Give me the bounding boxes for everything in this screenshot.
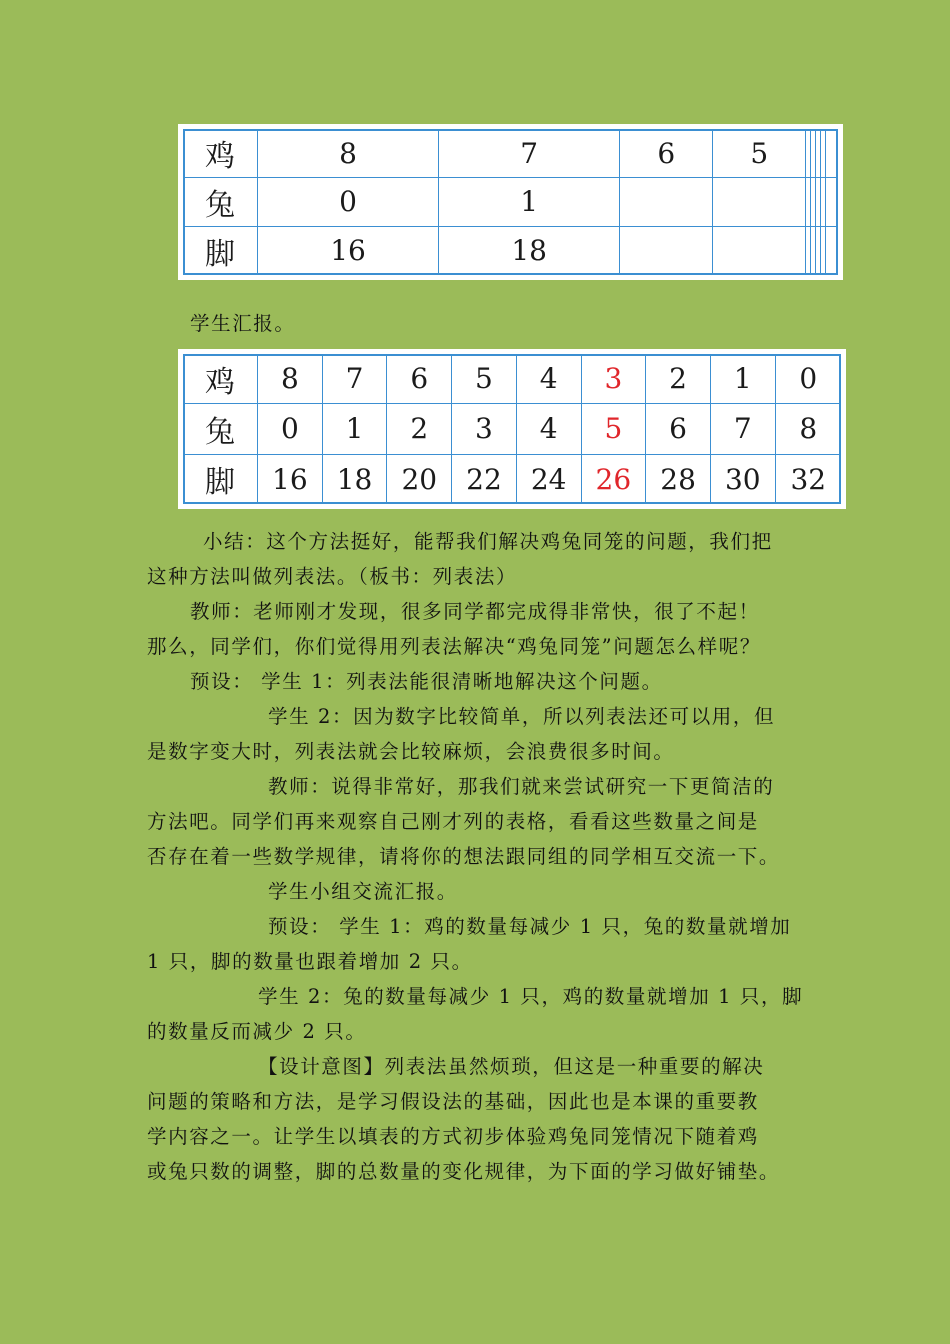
table-cell: 24 [516, 454, 581, 506]
table-cell: 3 [581, 352, 646, 404]
text-line: 的数量反而减少 2 只。 [147, 1020, 367, 1043]
table-cell: 18 [439, 226, 620, 277]
feet-row [181, 226, 841, 277]
table-cell: 1 [439, 178, 620, 227]
table-cell: 18 [322, 454, 387, 506]
text-line: 否存在着一些数学规律，请将你的想法跟同组的同学相互交流一下。 [147, 845, 781, 868]
table-cell: 16 [258, 454, 323, 506]
table-cell: 8 [258, 127, 439, 178]
table-cell: 20 [387, 454, 452, 506]
table-cell [620, 178, 713, 227]
chicken-rabbit-table-filled [178, 349, 846, 509]
chicken-rabbit-table-blank [178, 124, 843, 280]
text-line: 学生小组交流汇报。 [268, 880, 458, 903]
table-cell [713, 226, 806, 277]
table-cell: 30 [710, 454, 775, 506]
table-cell [713, 178, 806, 227]
table-cell: 7 [322, 352, 387, 404]
rabbit-row [181, 178, 841, 227]
table-cell: 0 [775, 352, 843, 404]
table-cell: 3 [452, 404, 517, 454]
table-cell: 7 [710, 404, 775, 454]
table-cell: 16 [258, 226, 439, 277]
text-line: 学生 2：因为数字比较简单，所以列表法还可以用，但 [268, 705, 776, 728]
text-line: 学内容之一。让学生以填表的方式初步体验鸡兔同笼情况下随着鸡 [147, 1125, 759, 1148]
table-cell: 2 [387, 404, 452, 454]
chicken-row [181, 127, 841, 178]
table-cell: 2 [646, 352, 711, 404]
row-label: 脚 [181, 226, 258, 277]
text-line: 小结：这个方法挺好，能帮我们解决鸡兔同笼的问题，我们把 [203, 530, 773, 553]
table-cell: 5 [452, 352, 517, 404]
text-line: 这种方法叫做列表法。（板书：列表法） [147, 565, 518, 588]
rabbit-row [181, 404, 844, 454]
text-line: 预设： 学生 1：列表法能很清晰地解决这个问题。 [190, 670, 663, 693]
text-line: 预设： 学生 1：鸡的数量每减少 1 只，兔的数量就增加 [268, 915, 792, 938]
table-cell: 1 [710, 352, 775, 404]
table-cell: 6 [620, 127, 713, 178]
table-cell: 5 [581, 404, 646, 454]
text-line: 学生 2：兔的数量每减少 1 只，鸡的数量就增加 1 只，脚 [258, 985, 804, 1008]
table-cell: 6 [646, 404, 711, 454]
table-cell: 6 [387, 352, 452, 404]
text-line: 问题的策略和方法，是学习假设法的基础，因此也是本课的重要教 [147, 1090, 759, 1113]
table-cell [620, 226, 713, 277]
text-line: 教师：老师刚才发现，很多同学都完成得非常快，很了不起！ [190, 600, 760, 623]
row-label: 脚 [181, 454, 258, 506]
text-line: 是数字变大时，列表法就会比较麻烦，会浪费很多时间。 [147, 740, 675, 763]
table-cell: 0 [258, 178, 439, 227]
table-cell [826, 226, 841, 277]
caption-student-report: 学生汇报。 [190, 312, 296, 335]
table-cell [826, 178, 841, 227]
row-label: 鸡 [181, 127, 258, 178]
table-cell: 5 [713, 127, 806, 178]
table-cell: 0 [258, 404, 323, 454]
table-cell: 7 [439, 127, 620, 178]
text-line: 方法吧。同学们再来观察自己刚才列的表格，看看这些数量之间是 [147, 810, 759, 833]
text-line: 教师：说得非常好，那我们就来尝试研究一下更简洁的 [268, 775, 775, 798]
table-cell: 32 [775, 454, 843, 506]
table-cell: 22 [452, 454, 517, 506]
feet-row [181, 454, 844, 506]
table-cell: 1 [322, 404, 387, 454]
table-cell: 28 [646, 454, 711, 506]
table-cell: 8 [775, 404, 843, 454]
table-cell: 26 [581, 454, 646, 506]
text-line: 1 只，脚的数量也跟着增加 2 只。 [147, 950, 473, 973]
row-label: 鸡 [181, 352, 258, 404]
text-line: 那么，同学们，你们觉得用列表法解决“鸡兔同笼”问题怎么样呢？ [147, 635, 761, 658]
table-cell: 4 [516, 404, 581, 454]
chicken-row [181, 352, 844, 404]
text-line: 【设计意图】列表法虽然烦琐，但这是一种重要的解决 [258, 1055, 765, 1078]
text-line: 或兔只数的调整，脚的总数量的变化规律，为下面的学习做好铺垫。 [147, 1160, 781, 1183]
row-label: 兔 [181, 178, 258, 227]
table-cell: 4 [516, 352, 581, 404]
table-cell [826, 127, 841, 178]
table-cell: 8 [258, 352, 323, 404]
row-label: 兔 [181, 404, 258, 454]
